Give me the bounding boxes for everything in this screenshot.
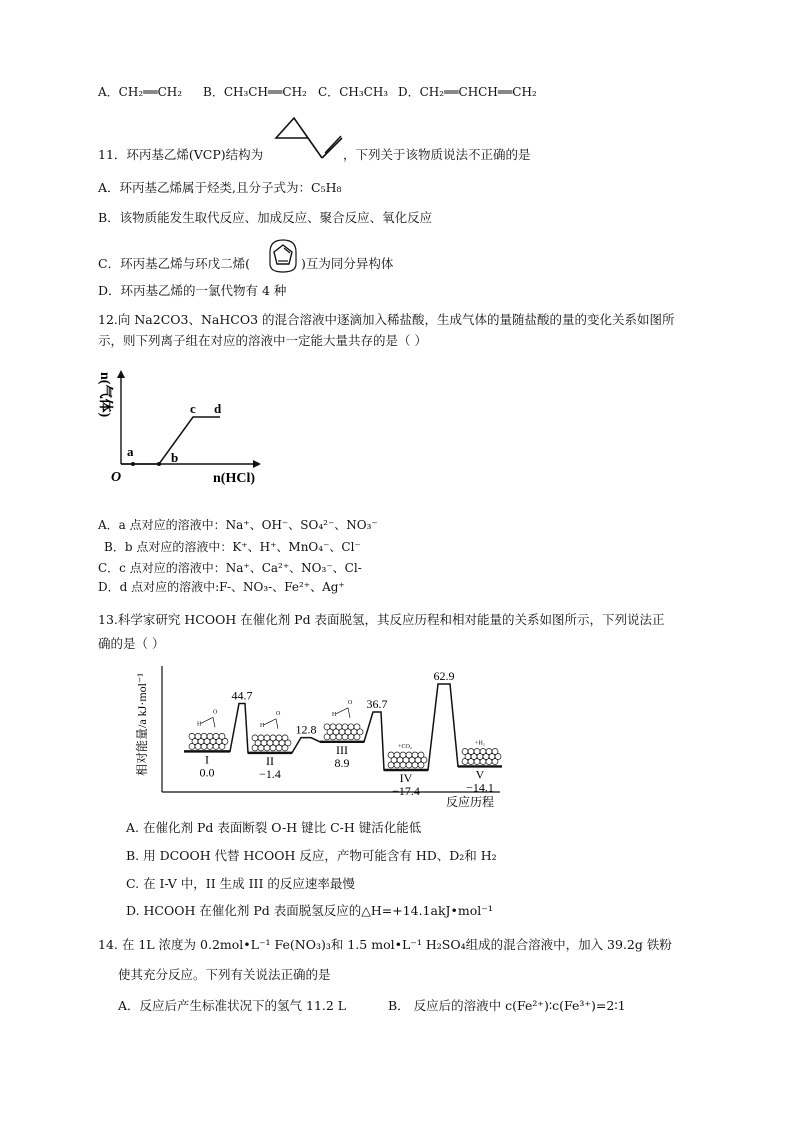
pd-atom-icon <box>388 752 394 758</box>
q14-option-b[interactable]: B． 反应后的溶液中 c(Fe²⁺)∶c(Fe³⁺)=2∶1 <box>388 998 626 1013</box>
pd-atom-icon <box>195 733 201 739</box>
pd-atom-icon <box>394 752 400 758</box>
x-axis-arrow-icon <box>253 460 261 468</box>
pd-atom-icon <box>189 733 195 739</box>
co2-note: +CO₂ <box>398 744 412 750</box>
q11-option-a[interactable]: A．环丙基乙烯属于烃类,且分子式为：C₅H₈ <box>98 180 342 195</box>
atom-o-label: O <box>348 699 353 706</box>
x-axis-label: 反应历程 <box>446 795 495 809</box>
q14-option-a[interactable]: A．反应后产生标准状况下的氢气 11.2 L <box>118 998 347 1013</box>
cyclopentadiene-structure-icon <box>264 238 302 274</box>
point-a-label: a <box>127 444 134 459</box>
q13-option-b[interactable]: B. 用 DCOOH 代替 HCOOH 反应，产物可能含有 HD、D₂和 H₂ <box>126 848 497 863</box>
q11-stem-part2: ，下列关于该物质说法不正确的是 <box>343 147 531 162</box>
q14-stem-line1: 14. 在 1L 浓度为 0.2mol•L⁻¹ Fe(NO₃)₃和 1.5 mol•L⁻¹ H₂SO₄组成的混合溶液中，加入 39.2g 铁粉 <box>98 937 672 952</box>
pd-atom-icon <box>219 733 225 739</box>
y-axis-arrow-icon <box>117 370 125 378</box>
pd-atom-icon <box>492 748 498 754</box>
q10-option-c[interactable]: C．CH₃CH₃ <box>318 85 389 99</box>
pd-atom-icon <box>406 752 412 758</box>
q10-option-d[interactable]: D．CH₂══CHCH══CH₂ <box>398 85 537 99</box>
y-axis-label: n(气体) <box>97 372 112 418</box>
pd-atom-icon <box>418 752 424 758</box>
q12-option-d[interactable]: D．d 点对应的溶液中:F-、NO₃-、Fe²⁺、Ag⁺ <box>98 580 345 594</box>
state-label-I: I <box>205 752 209 767</box>
state-energy-5: −14.1 <box>466 780 494 795</box>
pd-atom-icon <box>342 724 348 730</box>
pd-atom-icon <box>336 724 342 730</box>
h2-note: +H₂ <box>475 740 485 747</box>
pd-atom-icon <box>276 735 282 741</box>
q11-option-c-part1: C．环丙基乙烯与环戊二烯( <box>98 256 250 271</box>
state-label-III: III <box>336 742 348 757</box>
ts-energy-3: 36.7 <box>366 697 388 712</box>
q12-stem-line1: 12.向 Na2CO3、NaHCO3 的混合溶液中逐滴加入稀盐酸，生成气体的量随盐酸的量的变化关系如图所 <box>98 312 675 327</box>
q12-option-c[interactable]: C．c 点对应的溶液中：Na⁺、Ca²⁺、NO₃⁻、Cl- <box>98 561 362 575</box>
q13-energy-diagram <box>135 658 510 810</box>
point-a-marker <box>131 462 135 466</box>
pd-atom-icon <box>412 752 418 758</box>
point-c-label: c <box>190 401 196 416</box>
pd-atom-icon <box>400 752 406 758</box>
state-label-V: V <box>475 767 485 782</box>
pd-atom-icon <box>474 748 480 754</box>
atom-o-label: O <box>213 709 218 716</box>
y-axis-label: 相对能量/a kJ·mol⁻¹ <box>135 673 149 776</box>
q13-option-c[interactable]: C. 在 I-V 中，II 生成 III 的反应速率最慢 <box>126 876 355 891</box>
q14-stem-line2: 使其充分反应。下列有关说法正确的是 <box>118 967 331 982</box>
point-d-label: d <box>214 401 222 416</box>
q13-stem-line2: 确的是（ ） <box>98 636 165 651</box>
ts-energy-4: 62.9 <box>433 669 455 683</box>
pd-atom-icon <box>324 724 330 730</box>
state-energy-4: −17.4 <box>392 784 420 798</box>
state-label-IV: IV <box>399 771 413 785</box>
q10-option-a[interactable]: A．CH₂══CH₂ <box>98 85 183 99</box>
q11-option-d[interactable]: D．环丙基乙烯的一氯代物有 4 种 <box>98 283 287 298</box>
state-energy-1: 0.0 <box>199 765 215 780</box>
pd-atom-icon <box>207 733 213 739</box>
atom-h-label: H <box>197 721 202 728</box>
pd-atom-icon <box>270 735 276 741</box>
bond-line <box>276 719 278 729</box>
pd-atom-icon <box>330 724 336 730</box>
q13-option-a[interactable]: A. 在催化剂 Pd 表面断裂 O-H 键比 C-H 键活化能低 <box>126 820 422 835</box>
point-b-label: b <box>171 450 179 465</box>
q11-option-b[interactable]: B．该物质能发生取代反应、加成反应、聚合反应、氧化反应 <box>98 210 433 225</box>
bond-line <box>336 708 348 714</box>
state-energy-2: −1.4 <box>259 766 281 781</box>
q13-option-d[interactable]: D. HCOOH 在催化剂 Pd 表面脱氢反应的△H=+14.1akJ•mol⁻¹ <box>126 903 493 918</box>
ts-energy-1: 44.7 <box>231 688 253 703</box>
pd-atom-icon <box>468 748 474 754</box>
pd-atom-icon <box>201 733 207 739</box>
q12-option-a[interactable]: A．a 点对应的溶液中：Na⁺、OH⁻、SO₄²⁻、NO₃⁻ <box>98 518 378 532</box>
state-label-II: II <box>266 753 274 768</box>
origin-label: O <box>111 470 122 485</box>
q12-option-b[interactable]: B．b 点对应的溶液中：K⁺、H⁺、MnO₄⁻、Cl⁻ <box>104 540 361 554</box>
vinylcyclopropane-structure-icon <box>270 112 350 160</box>
q11-stem-part1: 11．环丙基乙烯(VCP)结构为 <box>98 147 264 162</box>
pd-atom-icon <box>264 735 270 741</box>
pd-atom-icon <box>486 748 492 754</box>
q13-stem-line1: 13.科学家研究 HCOOH 在催化剂 Pd 表面脱氢，其反应历程和相对能量的关系如图所示，下列说法正 <box>98 612 665 627</box>
point-b-marker <box>157 462 161 466</box>
q12-gas-chart <box>95 362 275 492</box>
state-energy-3: 8.9 <box>334 755 350 770</box>
atom-h-label: H <box>332 711 337 718</box>
x-axis-label: n(HCl) <box>213 471 255 486</box>
bond-line <box>264 719 276 725</box>
q11-option-c-part2: )互为同分异构体 <box>301 256 394 271</box>
pd-atom-icon <box>282 735 288 741</box>
pd-atom-icon <box>462 748 468 754</box>
bond-line <box>348 708 350 718</box>
q10-option-b[interactable]: B．CH₃CH══CH₂ <box>203 85 307 99</box>
atom-o-label: O <box>276 710 281 717</box>
pd-atom-icon <box>348 724 354 730</box>
pd-atom-icon <box>258 735 264 741</box>
pd-atom-icon <box>213 733 219 739</box>
pd-atom-icon <box>252 735 258 741</box>
q12-stem-line2: 示，则下列离子组在对应的溶液中一定能大量共存的是（ ） <box>98 333 427 348</box>
bond-line <box>201 717 213 723</box>
atom-h-label: H <box>260 722 265 729</box>
pd-atom-icon <box>480 748 486 754</box>
bond-line <box>213 717 215 727</box>
ts-energy-2: 12.8 <box>295 722 317 737</box>
pd-atom-icon <box>354 724 360 730</box>
